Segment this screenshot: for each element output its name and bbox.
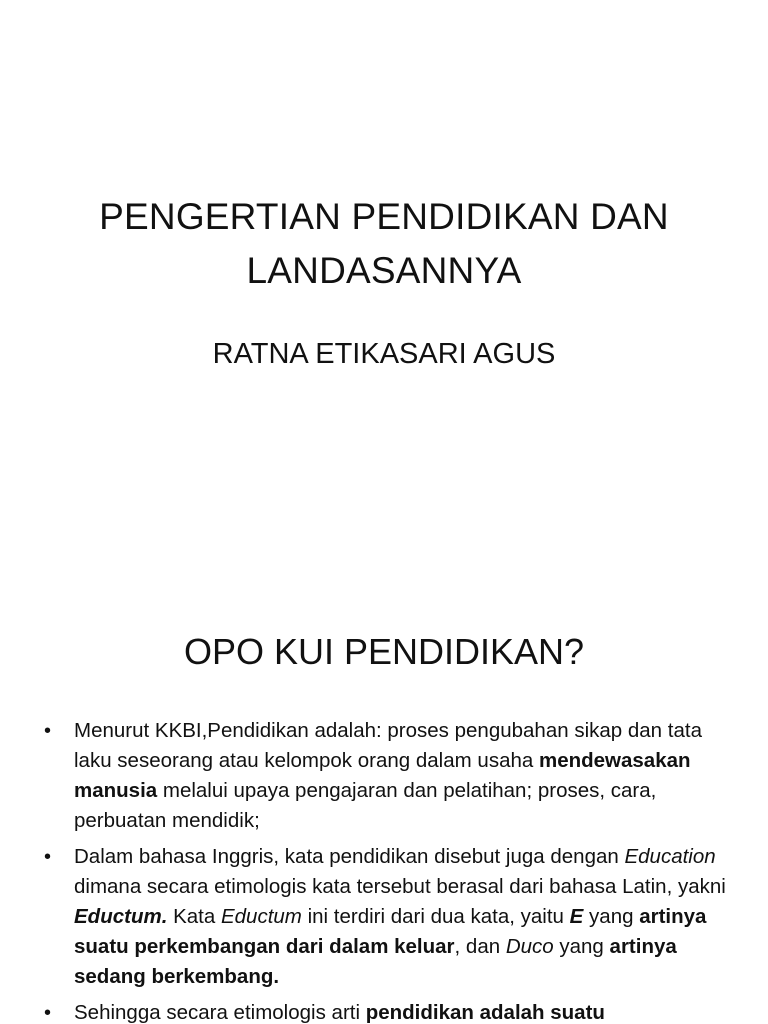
bullet-item <box>44 842 734 992</box>
bullet-icon: • <box>44 720 52 742</box>
bullet-text-segment: Menurut KKBI,Pendidikan adalah: proses pengubahan sikap dan tata laku seseorang atau kelompok orang dalam usaha <box>74 719 702 772</box>
bullet-text-segment: artinya suatu perkembangan dari dalam keluar <box>74 905 707 958</box>
bullet-text-segment: Eductum. <box>74 905 168 928</box>
bullet-list <box>44 716 734 1024</box>
bullet-text-segment: Sehingga secara etimologis arti <box>74 1001 366 1024</box>
bullet-text-segment: ini terdiri dari dua kata, yaitu <box>301 905 570 928</box>
presentation-title <box>0 190 768 298</box>
bullet-text-segment: melalui upaya pengajaran dan pelatihan; proses, cara, perbuatan mendidik; <box>74 779 657 832</box>
bullet-text-segment: mendewasakan manusia <box>74 749 691 802</box>
author-subtitle: RATNA ETIKASARI AGUS <box>212 338 556 370</box>
bullet-text-segment: dimana secara etimologis kata tersebut berasal dari bahasa Latin, yakni <box>74 875 726 898</box>
title-line-2: LANDASANNYA <box>246 250 522 291</box>
bullet-text-segment: E <box>569 905 584 928</box>
slide-content <box>0 576 768 1024</box>
bullet-item <box>44 716 734 836</box>
bullet-text-segment: pendidikan adalah suatu <box>365 1001 605 1024</box>
bullet-text-segment: , dan <box>454 935 506 958</box>
title-line-1: PENGERTIAN PENDIDIKAN DAN <box>99 196 669 237</box>
slide-heading: OPO KUI PENDIDIKAN? <box>183 631 585 672</box>
bullet-text-segment: Kata <box>167 905 221 928</box>
bullet-item <box>44 998 734 1024</box>
bullet-text-segment: Eductum <box>220 905 302 928</box>
bullet-text-segment: yang <box>583 905 640 928</box>
bullet-text-segment: artinya sedang berkembang. <box>74 935 677 988</box>
bullet-icon: • <box>44 846 52 868</box>
bullet-text-segment: yang <box>553 935 610 958</box>
bullet-icon: • <box>44 1002 52 1024</box>
bullet-text-segment: Duco <box>505 935 554 958</box>
bullet-text-segment: Education <box>624 845 716 868</box>
bullet-text-segment: Dalam bahasa Inggris, kata pendidikan disebut juga dengan <box>74 845 625 868</box>
